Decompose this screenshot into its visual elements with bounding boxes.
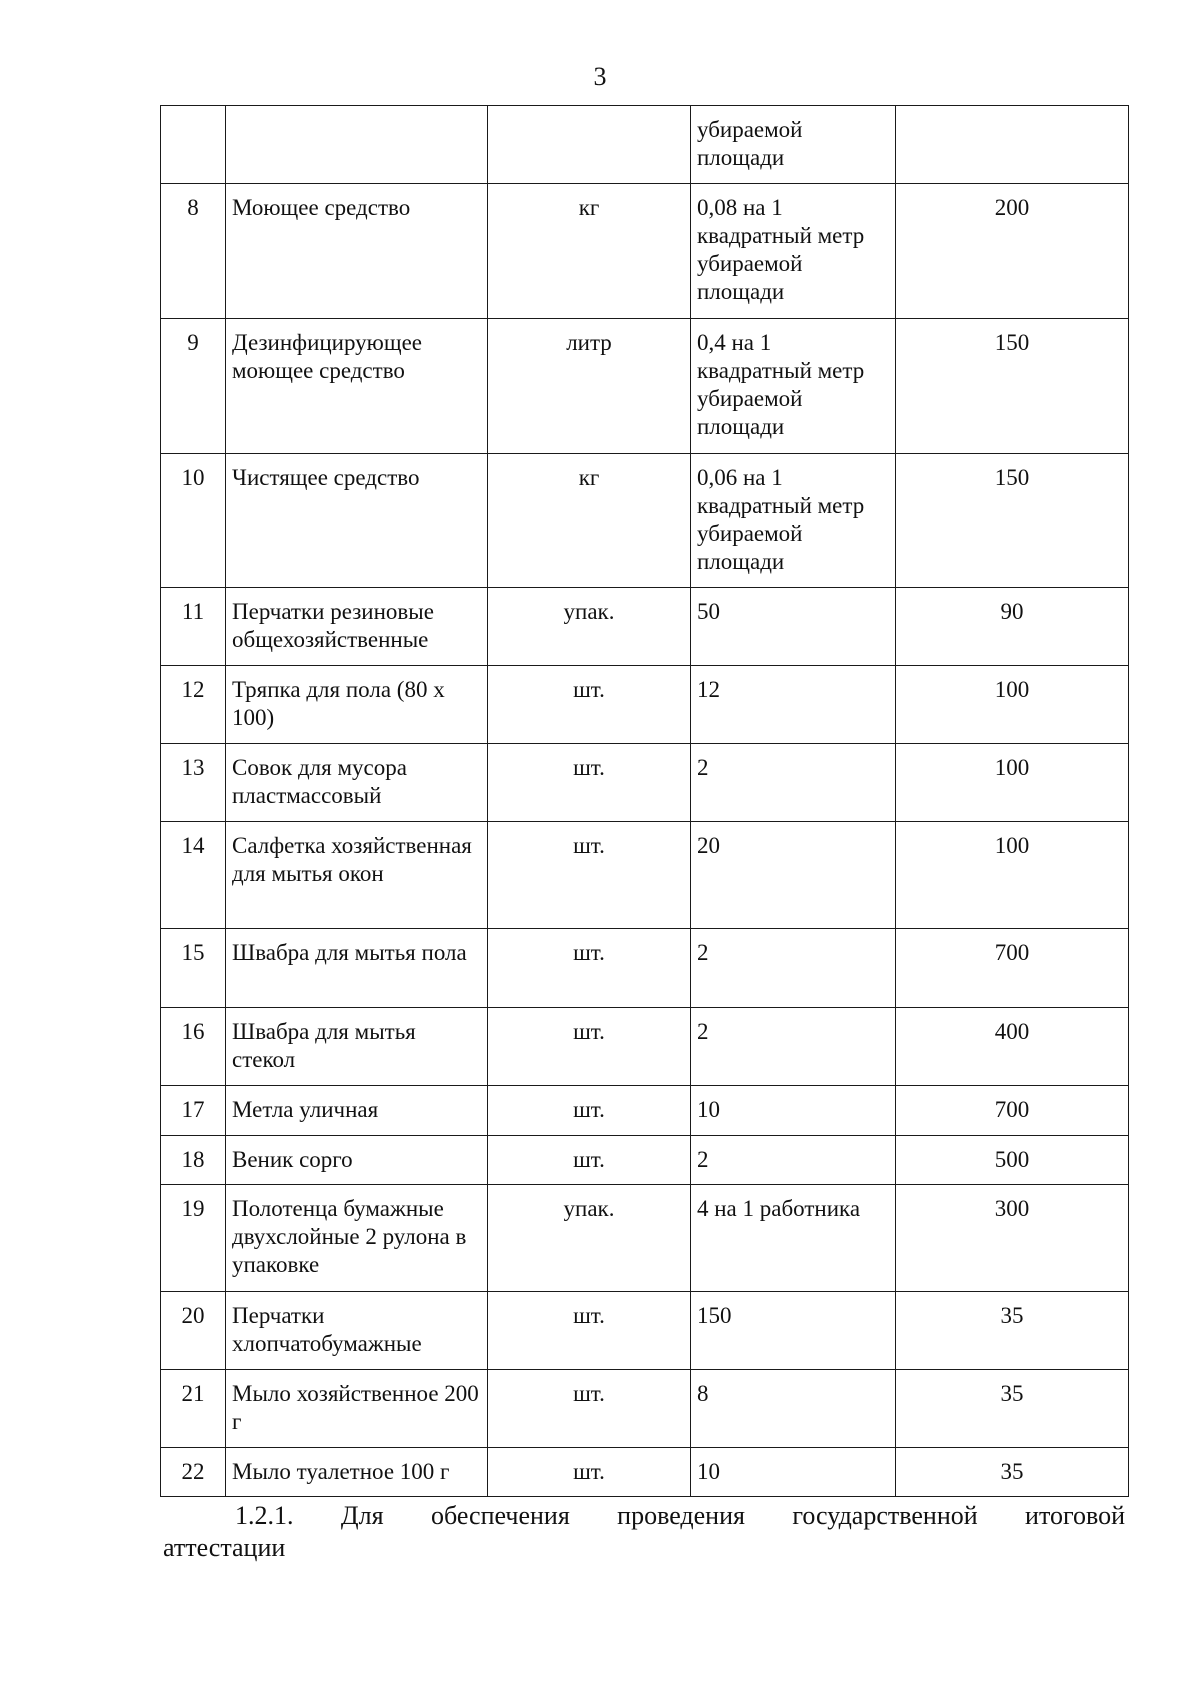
supply-norms-table (160, 105, 1129, 1497)
norm-cell: 0,06 на 1 квадратный метр убираемой площади (691, 454, 896, 588)
unit-cell (488, 106, 691, 184)
item-name-cell: Метла уличная (226, 1086, 488, 1136)
row-number-cell: 9 (161, 319, 226, 454)
norm-cell: 10 (691, 1448, 896, 1497)
row-number-cell: 22 (161, 1448, 226, 1497)
table-row (161, 1370, 1129, 1448)
norm-cell: 2 (691, 744, 896, 822)
row-number-cell: 12 (161, 666, 226, 744)
item-name-cell: Салфетка хозяйственная для мытья окон (226, 822, 488, 929)
unit-cell: шт. (488, 744, 691, 822)
price-cell: 400 (896, 1008, 1129, 1086)
norm-cell: 50 (691, 588, 896, 666)
row-number-cell: 16 (161, 1008, 226, 1086)
item-name-cell: Полотенца бумажные двухслойные 2 рулона в упаковке (226, 1185, 488, 1292)
row-number-cell: 21 (161, 1370, 226, 1448)
page-number: 3 (593, 62, 607, 91)
item-name-cell: Мыло туалетное 100 г (226, 1448, 488, 1497)
item-name-cell: Чистящее средство (226, 454, 488, 588)
table-row (161, 1086, 1129, 1136)
price-cell (896, 106, 1129, 184)
table-row (161, 1136, 1129, 1185)
price-cell: 150 (896, 319, 1129, 454)
row-number-cell: 10 (161, 454, 226, 588)
table-row (161, 1185, 1129, 1292)
price-cell: 100 (896, 822, 1129, 929)
section-paragraph (163, 1500, 1125, 1564)
section-heading-line: 1.2.1. Для обеспечения проведения государственной итоговой (235, 1501, 1125, 1530)
table-row (161, 106, 1129, 184)
norm-cell: 0,08 на 1 квадратный метр убираемой площади (691, 184, 896, 319)
price-cell: 35 (896, 1370, 1129, 1448)
item-name-cell (226, 106, 488, 184)
norm-cell: 20 (691, 822, 896, 929)
unit-cell: кг (488, 184, 691, 319)
table-row (161, 1008, 1129, 1086)
unit-cell: шт. (488, 1136, 691, 1185)
item-name-cell: Швабра для мытья стекол (226, 1008, 488, 1086)
norm-cell: 4 на 1 работника (691, 1185, 896, 1292)
table-row (161, 929, 1129, 1008)
row-number-cell: 17 (161, 1086, 226, 1136)
unit-cell: литр (488, 319, 691, 454)
table-row (161, 744, 1129, 822)
item-name-cell: Швабра для мытья пола (226, 929, 488, 1008)
norm-cell: 2 (691, 1136, 896, 1185)
row-number-cell: 18 (161, 1136, 226, 1185)
norm-cell: 10 (691, 1086, 896, 1136)
item-name-cell: Перчатки резиновые общехозяйственные (226, 588, 488, 666)
price-cell: 90 (896, 588, 1129, 666)
unit-cell: шт. (488, 1292, 691, 1370)
table-row (161, 184, 1129, 319)
item-name-cell: Моющее средство (226, 184, 488, 319)
item-name-cell: Тряпка для пола (80 х 100) (226, 666, 488, 744)
section-heading-continuation: аттестации (163, 1533, 286, 1562)
item-name-cell: Совок для мусора пластмассовый (226, 744, 488, 822)
row-number-cell: 13 (161, 744, 226, 822)
item-name-cell: Веник сорго (226, 1136, 488, 1185)
unit-cell: шт. (488, 822, 691, 929)
price-cell: 35 (896, 1292, 1129, 1370)
row-number-cell: 15 (161, 929, 226, 1008)
price-cell: 500 (896, 1136, 1129, 1185)
row-number-cell (161, 106, 226, 184)
price-cell: 35 (896, 1448, 1129, 1497)
table-row (161, 1448, 1129, 1497)
unit-cell: кг (488, 454, 691, 588)
norm-cell: 2 (691, 1008, 896, 1086)
unit-cell: шт. (488, 929, 691, 1008)
table-row (161, 666, 1129, 744)
norm-cell: 0,4 на 1 квадратный метр убираемой площади (691, 319, 896, 454)
item-name-cell: Дезинфицирующее моющее средство (226, 319, 488, 454)
price-cell: 100 (896, 744, 1129, 822)
table-row (161, 822, 1129, 929)
row-number-cell: 11 (161, 588, 226, 666)
table-row (161, 588, 1129, 666)
unit-cell: упак. (488, 588, 691, 666)
table-body (161, 106, 1129, 1497)
norm-cell: 12 (691, 666, 896, 744)
price-cell: 100 (896, 666, 1129, 744)
item-name-cell: Мыло хозяйственное 200 г (226, 1370, 488, 1448)
unit-cell: упак. (488, 1185, 691, 1292)
row-number-cell: 14 (161, 822, 226, 929)
norm-cell: 150 (691, 1292, 896, 1370)
row-number-cell: 19 (161, 1185, 226, 1292)
unit-cell: шт. (488, 1086, 691, 1136)
norm-cell: 2 (691, 929, 896, 1008)
unit-cell: шт. (488, 1448, 691, 1497)
price-cell: 150 (896, 454, 1129, 588)
table-row (161, 454, 1129, 588)
norm-cell: убираемой площади (691, 106, 896, 184)
row-number-cell: 8 (161, 184, 226, 319)
table-row (161, 319, 1129, 454)
row-number-cell: 20 (161, 1292, 226, 1370)
unit-cell: шт. (488, 666, 691, 744)
price-cell: 700 (896, 929, 1129, 1008)
unit-cell: шт. (488, 1008, 691, 1086)
table-row (161, 1292, 1129, 1370)
price-cell: 300 (896, 1185, 1129, 1292)
price-cell: 700 (896, 1086, 1129, 1136)
unit-cell: шт. (488, 1370, 691, 1448)
norm-cell: 8 (691, 1370, 896, 1448)
price-cell: 200 (896, 184, 1129, 319)
item-name-cell: Перчатки хлопчатобумажные (226, 1292, 488, 1370)
